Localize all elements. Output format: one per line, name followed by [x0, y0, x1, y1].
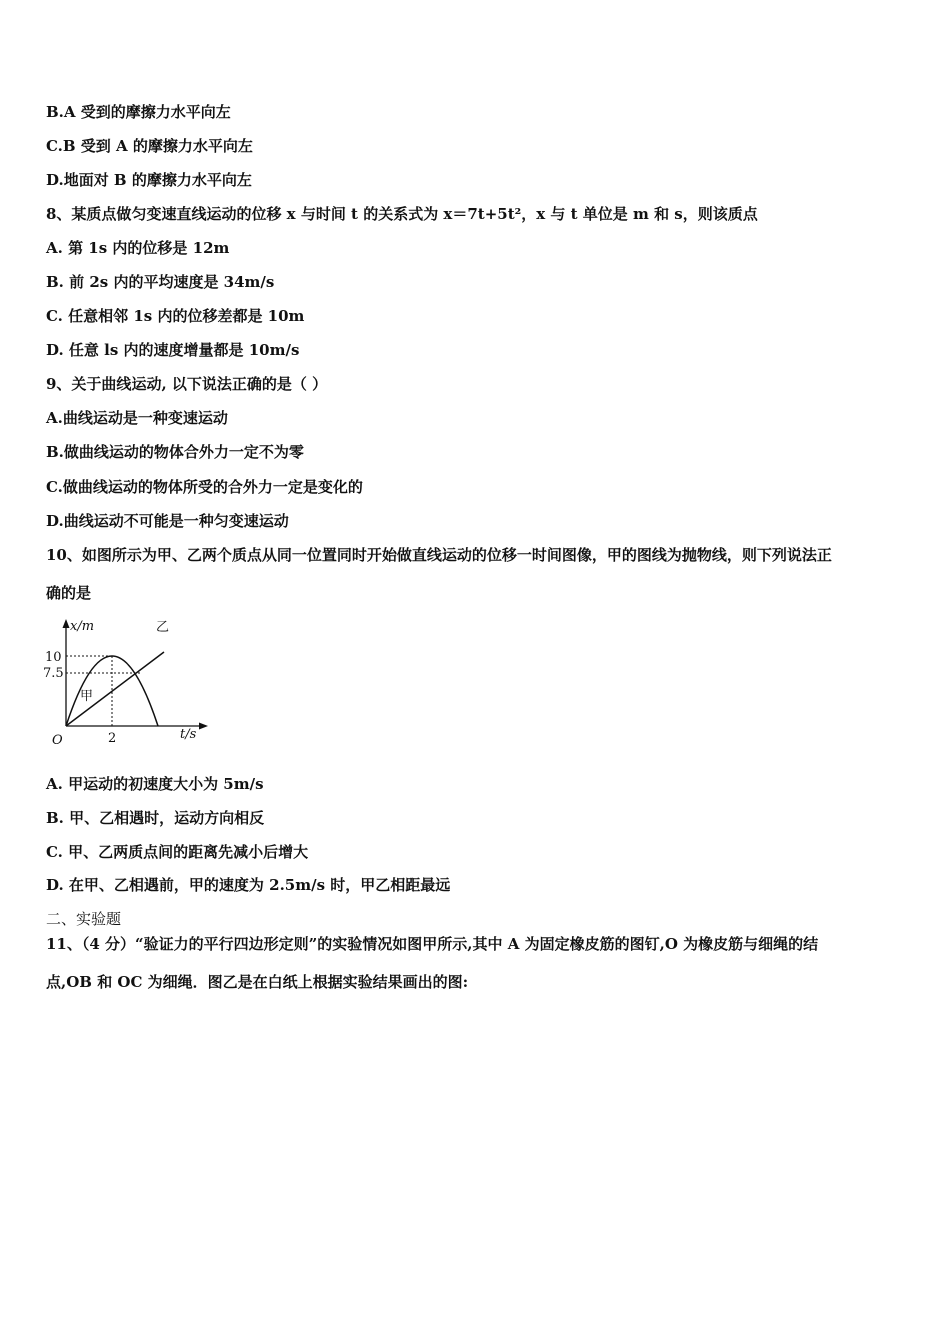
- x-axis-arrow: [63, 619, 70, 628]
- q8-option-a: A. 第 1s 内的位移是 12m: [46, 239, 230, 257]
- q10-option-c: C. 甲、乙两质点间的距离先减小后增大: [46, 843, 309, 861]
- q8-option-c: C. 任意相邻 1s 内的位移差都是 10m: [46, 307, 305, 325]
- x-tick-2: 2: [108, 731, 117, 746]
- curve-label-jia: 甲: [80, 689, 94, 704]
- t-axis-arrow: [199, 723, 208, 730]
- q7-option-d: D.地面对 B 的摩擦力水平向左: [46, 171, 252, 189]
- q10-option-a: A. 甲运动的初速度大小为 5m/s: [46, 775, 264, 793]
- q7-option-c: C.B 受到 A 的摩擦力水平向左: [46, 137, 253, 155]
- q11-line1: 11、（4 分）“验证力的平行四边形定则”的实验情况如图甲所示,其中 A 为固定橡皮筋的图钉,O 为橡皮筋与细绳的结: [46, 935, 819, 953]
- y-axis-label: x/m: [70, 619, 95, 634]
- q8-option-b: B. 前 2s 内的平均速度是 34m/s: [46, 273, 275, 291]
- q10-stem-line1: 10、如图所示为甲、乙两个质点从同一位置同时开始做直线运动的位移一时间图像，甲的图线为抛物线，则下列说法正: [46, 546, 832, 564]
- y-tick-7-5: 7.5: [43, 666, 64, 681]
- q9-option-c: C.做曲线运动的物体所受的合外力一定是变化的: [46, 478, 363, 496]
- q8-option-d: D. 任意 ls 内的速度增量都是 10m/s: [46, 341, 300, 359]
- q9-option-b: B.做曲线运动的物体合外力一定不为零: [46, 443, 304, 461]
- q10-option-d: D. 在甲、乙相遇前，甲的速度为 2.5m/s 时，甲乙相距最远: [46, 876, 451, 894]
- q9-stem: 9、关于曲线运动, 以下说法正确的是（ ）: [46, 375, 328, 393]
- q11-line2: 点,OB 和 OC 为细绳．图乙是在白纸上根据实验结果画出的图:: [46, 973, 469, 991]
- q7-option-b: B.A 受到的摩擦力水平向左: [46, 103, 231, 121]
- q10-xt-graph: [40, 614, 220, 754]
- x-axis-label: t/s: [180, 727, 197, 742]
- q9-option-d: D.曲线运动不可能是一种匀变速运动: [46, 512, 289, 530]
- q9-option-a: A.曲线运动是一种变速运动: [46, 409, 228, 427]
- section-title-experiment: 二、实验题: [46, 910, 122, 928]
- q8-stem: 8、某质点做匀变速直线运动的位移 x 与时间 t 的关系式为 x＝7t+5t²，x 与 t 单位是 m 和 s，则该质点: [46, 205, 758, 223]
- origin-label: O: [52, 733, 63, 748]
- line-label-yi: 乙: [156, 620, 170, 635]
- q10-option-b: B. 甲、乙相遇时，运动方向相反: [46, 809, 265, 827]
- q10-stem-line2: 确的是: [46, 584, 92, 602]
- y-tick-10: 10: [45, 650, 62, 665]
